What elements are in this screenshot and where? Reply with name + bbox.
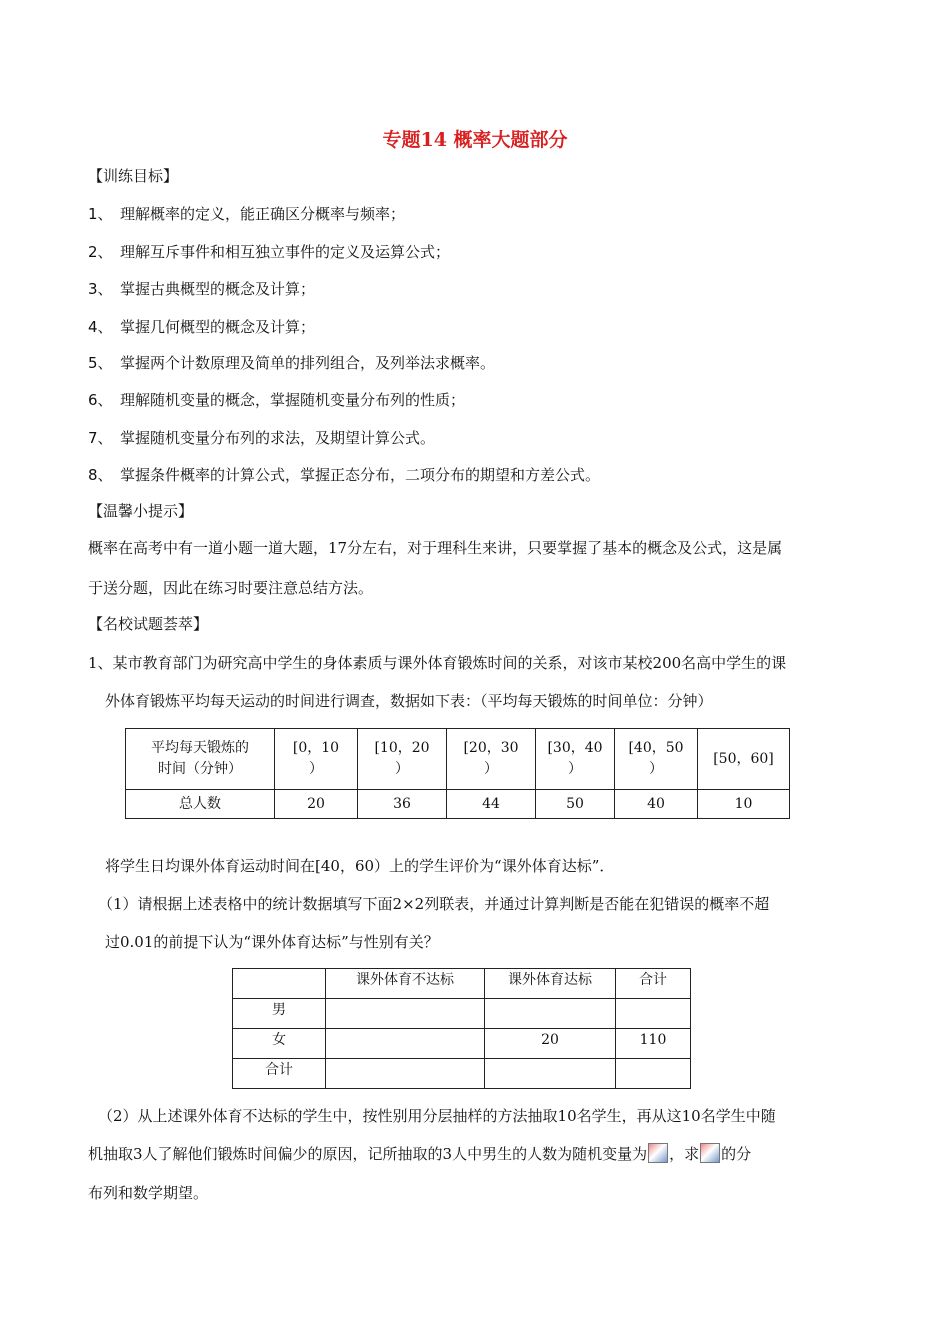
goal-number: 6、 bbox=[88, 391, 113, 409]
question2-line-2 bbox=[88, 1143, 751, 1164]
table-header-cell: 合计 bbox=[616, 969, 691, 999]
count-cell: 40 bbox=[615, 790, 698, 819]
count-cell: 36 bbox=[358, 790, 447, 819]
table-cell: 20 bbox=[485, 1029, 616, 1059]
interval-cell: [10，20 ） bbox=[358, 729, 447, 790]
question2-line-1: （2）从上述课外体育不达标的学生中，按性别用分层抽样的方法抽取10名学生，再从这10名学生中随 bbox=[98, 1107, 776, 1125]
count-cell: 44 bbox=[447, 790, 536, 819]
goal-text: 理解随机变量的概念，掌握随机变量分布列的性质； bbox=[120, 391, 466, 409]
goal-number: 4、 bbox=[88, 318, 113, 336]
section-goals-heading: 【训练目标】 bbox=[88, 167, 179, 185]
goal-text: 掌握随机变量分布列的求法，及期望计算公式。 bbox=[120, 429, 436, 447]
count-cell: 10 bbox=[698, 790, 790, 819]
goal-text: 掌握古典概型的概念及计算； bbox=[120, 280, 316, 298]
table-header-cell: 课外体育不达标 bbox=[326, 969, 485, 999]
table-cell bbox=[485, 999, 616, 1029]
goal-text: 理解互斥事件和相互独立事件的定义及运算公式； bbox=[120, 243, 451, 261]
page-title: 专题14 概率大题部分 bbox=[382, 129, 568, 151]
table-header-cell bbox=[233, 969, 326, 999]
question2-line-3: 布列和数学期望。 bbox=[88, 1184, 209, 1202]
row-label-cell: 合计 bbox=[233, 1059, 326, 1089]
table-cell bbox=[616, 1059, 691, 1089]
problem1-text-line-1: 1、某市教育部门为研究高中学生的身体素质与课外体育锻炼时间的关系，对该市某校200名高中学生的课 bbox=[88, 654, 787, 672]
goal-number: 8、 bbox=[88, 466, 113, 484]
table-header-cell: 课外体育达标 bbox=[485, 969, 616, 999]
interval-cell: [40，50 ） bbox=[615, 729, 698, 790]
goal-item bbox=[88, 352, 495, 373]
goal-item bbox=[88, 241, 450, 262]
table-cell bbox=[485, 1059, 616, 1089]
table-header-cell: 平均每天锻炼的 时间（分钟） bbox=[126, 729, 275, 790]
table-row bbox=[233, 999, 691, 1029]
goal-number: 2、 bbox=[88, 243, 113, 261]
section-tips-heading: 【温馨小提示】 bbox=[88, 502, 194, 520]
row-label-cell: 总人数 bbox=[126, 790, 275, 819]
question2-text: 机抽取3人了解他们锻炼时间偏少的原因，记所抽取的3人中男生的人数为随机变量为 bbox=[88, 1145, 648, 1163]
goal-text: 理解概率的定义，能正确区分概率与频率； bbox=[120, 205, 406, 223]
exercise-time-table bbox=[125, 728, 790, 819]
row-label-cell: 男 bbox=[233, 999, 326, 1029]
goal-item bbox=[88, 316, 315, 337]
tips-text-line-2: 于送分题，因此在练习时要注意总结方法。 bbox=[88, 579, 374, 597]
standard-definition: 将学生日均课外体育运动时间在[40，60）上的学生评价为“课外体育达标”． bbox=[105, 857, 615, 875]
goal-number: 1、 bbox=[88, 205, 113, 223]
question1-line-2: 过0.01的前提下认为“课外体育达标”与性别有关？ bbox=[105, 933, 439, 951]
goal-item bbox=[88, 389, 465, 410]
table-cell bbox=[326, 999, 485, 1029]
goal-text: 掌握几何概型的概念及计算； bbox=[120, 318, 316, 336]
table-cell bbox=[326, 1029, 485, 1059]
section-problems-heading: 【名校试题荟萃】 bbox=[88, 615, 209, 633]
interval-cell: [30，40 ） bbox=[536, 729, 615, 790]
contingency-table bbox=[232, 968, 691, 1089]
count-cell: 50 bbox=[536, 790, 615, 819]
interval-cell: [0，10 ） bbox=[275, 729, 358, 790]
goal-item bbox=[88, 203, 405, 224]
table-row bbox=[126, 790, 790, 819]
goal-text: 掌握两个计数原理及简单的排列组合，及列举法求概率。 bbox=[120, 354, 496, 372]
problem1-text-line-2: 外体育锻炼平均每天运动的时间进行调查，数据如下表：（平均每天锻炼的时间单位：分钟） bbox=[105, 692, 713, 710]
question1-line-1: （1）请根据上述表格中的统计数据填写下面2×2列联表，并通过计算判断是否能在犯错误的概率不超 bbox=[98, 895, 770, 913]
xi-formula-image-icon bbox=[700, 1143, 720, 1163]
goal-text: 掌握条件概率的计算公式，掌握正态分布，二项分布的期望和方差公式。 bbox=[120, 466, 601, 484]
row-label-cell: 女 bbox=[233, 1029, 326, 1059]
table-cell: 110 bbox=[616, 1029, 691, 1059]
goal-number: 5、 bbox=[88, 354, 113, 372]
table-row bbox=[233, 1029, 691, 1059]
goal-item bbox=[88, 278, 315, 299]
goal-item bbox=[88, 427, 435, 448]
xi-formula-image-icon bbox=[648, 1143, 668, 1163]
goal-number: 7、 bbox=[88, 429, 113, 447]
question2-text: 的分 bbox=[721, 1145, 752, 1163]
table-row bbox=[126, 729, 790, 790]
table-row bbox=[233, 969, 691, 999]
question2-text: ，求 bbox=[669, 1145, 700, 1163]
interval-cell: [20，30 ） bbox=[447, 729, 536, 790]
interval-cell: [50，60] bbox=[698, 729, 790, 790]
tips-text-line-1: 概率在高考中有一道小题一道大题，17分左右，对于理科生来讲，只要掌握了基本的概念及公式，这是属 bbox=[88, 539, 783, 557]
table-cell bbox=[326, 1059, 485, 1089]
count-cell: 20 bbox=[275, 790, 358, 819]
goal-number: 3、 bbox=[88, 280, 113, 298]
goal-item bbox=[88, 464, 600, 485]
table-row bbox=[233, 1059, 691, 1089]
table-cell bbox=[616, 999, 691, 1029]
